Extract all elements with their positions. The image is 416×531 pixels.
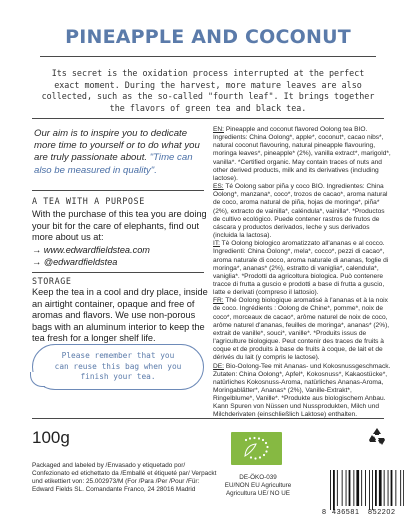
barcode-bar	[379, 470, 382, 506]
aim-quote: "Time can also be measured in quality".	[34, 152, 193, 176]
instagram-link[interactable]: → @edwardfieldstea	[32, 257, 118, 267]
lang-code: DE:	[213, 362, 224, 370]
bubble-tail	[30, 372, 45, 387]
ingredients-es	[213, 183, 393, 240]
ingredients-de	[213, 363, 393, 420]
storage-heading: STORAGE	[32, 276, 72, 286]
barcode-bar	[400, 470, 401, 506]
lang-code: EN:	[213, 126, 224, 133]
barcode-bar	[342, 470, 343, 506]
barcode-bar	[361, 470, 362, 506]
lang-code: FR:	[213, 297, 224, 305]
barcode-bar	[369, 470, 370, 510]
website-link[interactable]: → www.edwardfieldstea.com	[32, 245, 150, 255]
aim-block	[34, 128, 204, 177]
barcode-first-digit: 8	[322, 507, 326, 516]
ingredients-block	[213, 126, 393, 420]
reminder-line: Please remember that you	[61, 351, 175, 360]
aim-text: Our aim is to inspire you to dedicate more time to yourself or to do what you are truly passionate about.	[34, 128, 200, 164]
packaging-info: Packaged and labeled by /Envasado y etiquetado por/ Confezionato ed etichettato da /Emballé et étiqueté par/ Verpackt und etikettiert von: 25.002973/M (For /Para /Per /Pour /Für: Edward Fields SL. Comandante Franco, 24 28016 Madrid	[32, 462, 217, 493]
barcode-bar	[356, 470, 359, 506]
title-divider	[40, 56, 376, 57]
eu-organic-text	[212, 474, 304, 497]
eu-control-code: DE-ÖKO-039	[239, 474, 277, 481]
ingredients-text: Pineapple and coconut flavored Oolong tea BIO. Ingredients: China Oolong*, apple*, coconut*, cacao nibs*, natural coconut flavouring, natural pineapple flavouring, moringa leaves*, pineapple* (2%), vanilla extract*, marigold*, vanilla*. *Certified organic. May contain traces of nuts and other derived products, milk and its derivatives (including lactose).	[213, 126, 391, 182]
barcode-bar	[365, 470, 366, 506]
eu-organic-leaf-graphic	[231, 432, 282, 465]
barcode-bar	[395, 470, 396, 506]
ingredients-text: Bio-Oolong-Tee mit Ananas- und Kokosnussgeschmack. Zutaten: China Oolong*, Apfel*, Kokosnuss*, Kakaostücke*, natürliches Kokosnuss-Aroma, natürliches Ananas-Aroma, Moringablätter*, Ananas* (2%), Vanille-Extrakt*, Ringelblume*, Vanille*. *Produkte aus biologischem Anbau. Kann Spuren von Nüssen und Nussprodukten, Milch und Milchderivaten (einschließlich Laktose) enthalten.	[213, 362, 391, 419]
lang-code: IT:	[213, 240, 220, 248]
barcode-bar	[353, 470, 354, 506]
barcode-bar	[337, 470, 338, 506]
ingredients-text: Tè Oolong biologico aromatizzato all'ananas e al cocco. Ingredienti: China Oolong*, mela*, cocco*, pezzi di cacao*, aroma naturale di cocco, aroma naturale di ananas, foglie di moringa*, ananas* (2%), estratto di vaniglia*, calendula*, vaniglia*. *Prodotti da agricoltura biologica. Può contenere tracce di frutta a guscio e prodotti a base di frutta a guscio, latte e derivati (compreso il lattosio).	[213, 240, 389, 297]
barcode-left-digits: 436581	[332, 507, 360, 516]
barcode-bar	[372, 470, 373, 510]
purpose-body: With the purchase of this tea you are doing your bit for the care of elephants, find out more about us at:	[32, 209, 207, 243]
reuse-reminder-bubble	[32, 344, 204, 390]
barcode-bar	[333, 470, 335, 510]
reminder-line: can reuse this bag when you	[54, 361, 182, 371]
storage-body: Keep the tea in a cool and dry place, inside an airtight container, opaque and free of aromas and flavors. We use non-porous bags with an aluminum interior to keep the tea fresh for a longer shelf life.	[32, 287, 208, 344]
net-weight: 100g	[32, 428, 70, 447]
storage-divider	[32, 272, 204, 273]
purpose-heading: A TEA WITH A PURPOSE	[32, 196, 145, 206]
ingredients-fr	[213, 297, 393, 362]
eu-organic-leaf-icon	[231, 432, 282, 465]
barcode-bar	[346, 470, 347, 506]
barcode-right-digits: 852202	[368, 507, 396, 516]
barcode-bar	[375, 470, 377, 506]
barcode-bar	[384, 470, 385, 506]
barcode-bar	[388, 470, 389, 506]
reminder-line: finish your tea.	[80, 372, 156, 381]
bottom-divider	[32, 418, 384, 419]
barcode-bar	[403, 470, 404, 506]
ingredients-text: Té Oolong sabor piña y coco BIO. Ingredientes: China Oolong*, manzana*, coco*, trozos de cacao*, aroma natural de coco, aroma natural de piña, hojas de moringa*, piña* (2%), extracto de vainilla*, caléndula*, vainilla*. *Productos de cultivo ecológico. Puede contener rastros de frutos de cáscara y productos derivados, leche y sus derivados (incluida la lactosa).	[213, 183, 388, 240]
eu-origin-line: EU/NON EU Agriculture	[224, 481, 292, 489]
barcode-bar	[330, 470, 331, 510]
lang-code: ES:	[213, 183, 224, 191]
ingredients-it	[213, 240, 393, 297]
product-title: PINEAPPLE AND COCONUT	[65, 26, 351, 48]
barcode	[322, 470, 404, 516]
recycle-graphic	[366, 426, 388, 448]
product-intro: Its secret is the oxidation process interrupted at the perfect exact moment. During the harvest, more mature leaves are also collected, such as the so-called "fourth leaf". It brings together the flavors of green tea and black tea.	[41, 68, 375, 113]
purpose-divider	[32, 190, 204, 191]
ingredients-en	[213, 126, 393, 183]
eu-origin-line-es: Agricultura UE/ NO UE	[225, 489, 291, 497]
ingredients-text: Thé Oolong biologique aromatisé à l'ananas et à la noix de coco. Ingrédients : Oolong de Chine*, pomme*, noix de coco*, morceaux de cacao*, arôme naturel de noix de coco, arôme naturel d'ananas, feuilles de moringa*, ananas* (2%), extrait de vanille*, souci*, vanille*. *Produits issus de l'agriculture biologique. Peut contenir des traces de fruits à coque et de produits à base de fruits à coque, de lait et de dérivés du lait (y compris le lactose).	[213, 297, 390, 362]
barcode-bar	[349, 470, 351, 506]
intro-divider	[32, 118, 384, 119]
recycle-icon	[366, 426, 388, 448]
barcode-bar	[391, 470, 393, 506]
